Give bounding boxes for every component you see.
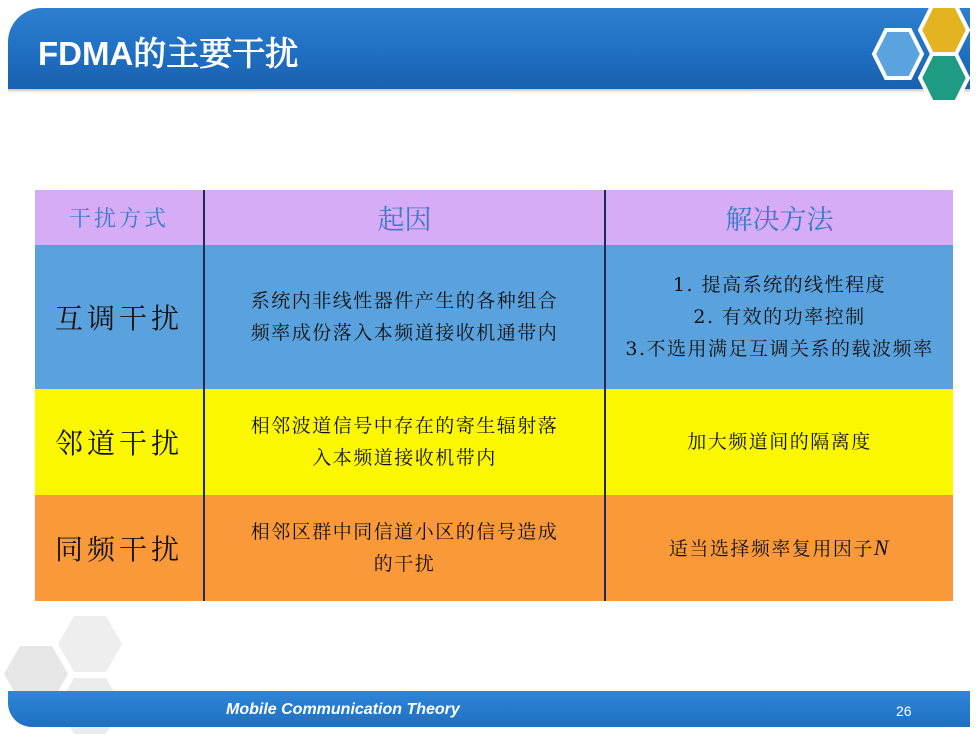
cause-line: 入本频道接收机带内 [312,447,497,469]
cause-line: 系统内非线性器件产生的各种组合 [250,290,559,312]
cause-line: 相邻波道信号中存在的寄生辐射落 [250,415,559,437]
cause-line: 相邻区群中同信道小区的信号造成 [250,521,559,543]
row-cause [204,389,605,495]
header-interference-type: 干扰方式 [35,190,204,245]
table-row [35,495,953,601]
title-bar-shadow [8,89,970,93]
interference-table [35,190,953,601]
solution-variable: N [873,534,891,560]
row-solution [605,245,953,389]
footer-bar [8,691,970,727]
row-cause [204,495,605,601]
solution-item: 3.不选用满足互调关系的载波频率 [625,338,934,360]
hexagon-logo-icon [868,0,980,104]
row-name: 互调干扰 [35,245,204,389]
header-solution: 解决方法 [605,190,953,245]
cause-line: 的干扰 [373,553,436,575]
row-name: 同频干扰 [35,495,204,601]
solution-text: 适当选择频率复用因子 [668,537,874,560]
row-solution [605,495,953,601]
solution-item: 2. 有效的功率控制 [693,306,866,328]
table-row [35,389,953,495]
row-name: 邻道干扰 [35,389,204,495]
table-row [35,245,953,389]
cause-line: 频率成份落入本频道接收机通带内 [250,322,559,344]
row-cause [204,245,605,389]
page-number: 26 [896,703,912,719]
table-header-row [35,190,953,245]
header-cause: 起因 [204,190,605,245]
row-solution: 加大频道间的隔离度 [605,389,953,495]
slide-title: FDMA的主要干扰 [38,35,299,72]
solution-item: 1. 提高系统的线性程度 [672,274,887,296]
footer-course-title: Mobile Communication Theory [226,701,460,718]
